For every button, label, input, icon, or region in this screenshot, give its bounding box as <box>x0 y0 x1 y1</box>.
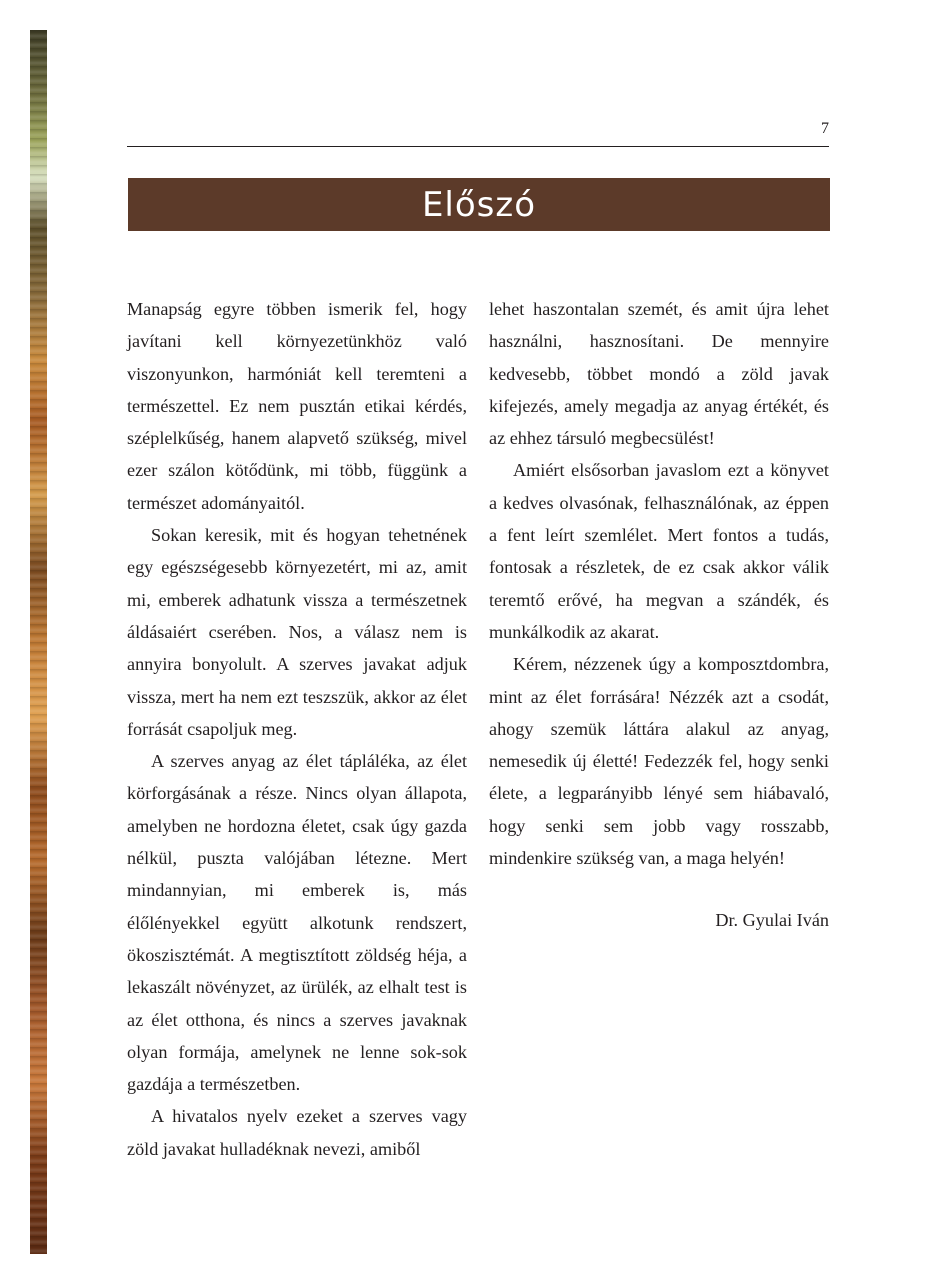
paragraph: A hivatalos nyelv ezeket a szerves vagy zöld javakat hulladéknak nevezi, amiből <box>127 1106 467 1159</box>
paragraph: Amiért elsősorban javaslom ezt a könyvet a kedves olvasónak, felhasználónak, az éppen a fent leírt szemlélet. Mert fontos a tudás, fontosak a részletek, de ez csak akkor válik teremtő erővé, ha megvan a szándék, és munkálkodik az akarat. <box>489 460 829 642</box>
paragraph: Manapság egyre többen ismerik fel, hogy javítani kell környezetünkhöz való viszonyunkon, harmóniát kell teremteni a természettel. Ez nem pusztán etikai kérdés, széplelkűség, hanem alapvető szükség, mivel ezer szálon kötődünk, mi több, függünk a természet adományaitól. <box>127 299 467 513</box>
author-signature: Dr. Gyulai Iván <box>715 910 829 931</box>
left-text-column <box>127 293 467 1165</box>
paragraph: Kérem, nézzenek úgy a komposztdombra, mint az élet forrására! Nézzék azt a csodát, ahogy szemük láttára alakul az anyag, nemesedik új életté! Fedezzék fel, hogy senki élete, a legparányibb lényé sem hiábavaló, hogy senki sem jobb vagy rosszabb, mindenkire szükség van, a maga helyén! <box>489 654 829 869</box>
paragraph: lehet haszontalan szemét, és amit újra lehet használni, hasznosítani. De mennyire kedvesebb, többet mondó a zöld javak kifejezés, amely megadja az anyag értékét, és az ehhez társuló megbecsülést! <box>489 299 829 449</box>
chapter-title-bar <box>128 178 830 231</box>
header-rule <box>127 146 829 147</box>
decorative-forest-strip <box>30 30 47 1254</box>
right-text-column <box>489 293 829 937</box>
chapter-title: Előszó <box>421 184 537 225</box>
paragraph: Sokan keresik, mit és hogyan tehetnének egy egészségesebb környezetért, mi az, amit mi, emberek adhatunk vissza a természetnek áldásaiért cserében. Nos, a válasz nem is annyira bonyolult. A szerves javakat adjuk vissza, mert ha nem ezt teszszük, akkor az élet forrását csapoljuk meg. <box>127 525 467 739</box>
page-number: 7 <box>821 120 829 137</box>
paragraph: A szerves anyag az élet tápláléka, az élet körforgásának a része. Nincs olyan állapota, amelyben ne hordozna életet, csak úgy gazda nélkül, puszta valójában létezne. Mert mindannyian, mi emberek is, más élőlényekkel együtt alkotunk rendszert, ökoszisztémát. A megtisztított zöldség héja, a lekaszált növényzet, az ürülék, az elhalt test is az élet otthona, és nincs a szerves javaknak olyan formája, amelynek ne lenne sok-sok gazdája a természetben. <box>127 751 467 1095</box>
